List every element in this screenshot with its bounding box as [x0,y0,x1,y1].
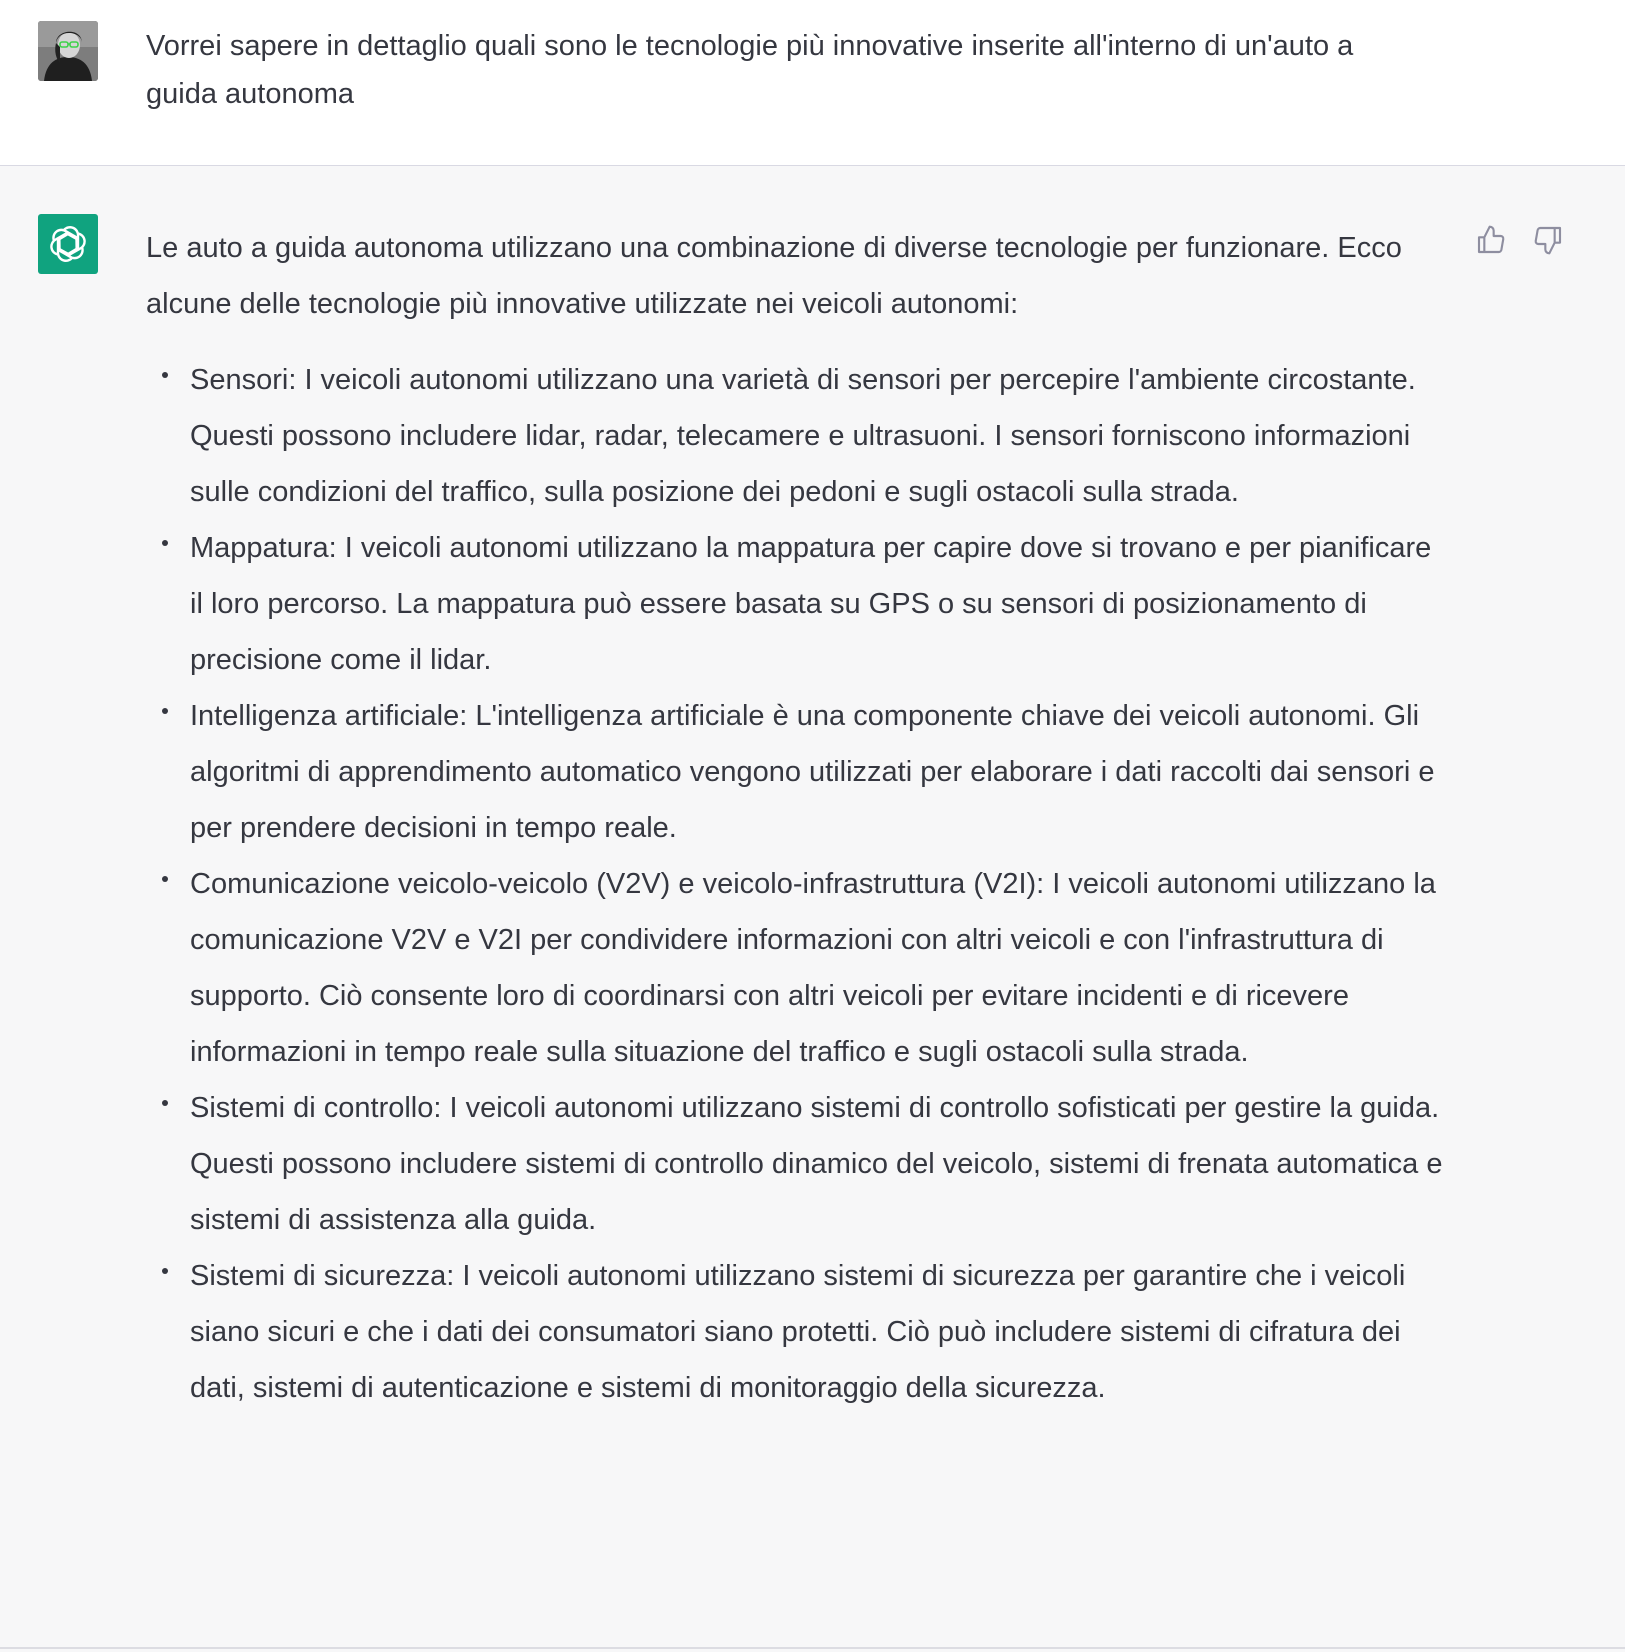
message-divider [0,1647,1625,1649]
list-item [146,1080,1446,1248]
user-avatar-photo-icon [38,21,98,81]
list-item [146,352,1446,520]
bullet-icon [162,1100,168,1106]
user-message-row [0,0,1625,166]
thumbs-up-button[interactable] [1471,220,1511,260]
user-message-text: Vorrei sapere in dettaglio quali sono le tecnologie più innovative inserite all'interno di un'auto a guida autonoma [146,30,1354,110]
assistant-message-row [0,166,1625,1652]
list-item [146,520,1446,688]
thumbs-up-icon [1475,224,1507,256]
list-item-text: Comunicazione veicolo-veicolo (V2V) e veicolo-infrastruttura (V2I): I veicoli autonomi utilizzano la comunicazione V2V e V2I per condividere informazioni con altri veicoli e con l'infrastruttura di supporto. Ciò consente loro di coordinarsi con altri veicoli per evitare incidenti e di ricevere informazioni in tempo reale sulla situazione del traffico e sugli ostacoli sulla strada. [190,868,1436,1068]
user-avatar [38,21,98,81]
bullet-icon [162,540,168,546]
list-item-text: Sensori: I veicoli autonomi utilizzano una varietà di sensori per percepire l'ambiente circostante. Questi possono includere lidar, radar, telecamere e ultrasuoni. I sensori forniscono informazioni sulle condizioni del traffico, sulla posizione dei pedoni e sugli ostacoli sulla strada. [190,364,1416,508]
bullet-icon [162,708,168,714]
assistant-avatar [38,214,98,274]
list-item-text: Mappatura: I veicoli autonomi utilizzano la mappatura per capire dove si trovano e per pianificare il loro percorso. La mappatura può essere basata su GPS o su sensori di posizionamento di precisione come il lidar. [190,532,1432,676]
list-item [146,1248,1446,1416]
bullet-icon [162,876,168,882]
bullet-icon [162,372,168,378]
assistant-intro: Le auto a guida autonoma utilizzano una combinazione di diverse tecnologie per funzionare. Ecco alcune delle tecnologie più innovative utilizzate nei veicoli autonomi: [146,232,1402,320]
list-item [146,856,1446,1080]
technology-list [146,352,1446,1416]
assistant-message-content [146,220,1446,1416]
list-item-text: Sistemi di sicurezza: I veicoli autonomi utilizzano sistemi di sicurezza per garantire che i veicoli siano sicuri e che i dati dei consumatori siano protetti. Ciò può includere sistemi di cifratura dei dati, sistemi di autenticazione e sistemi di monitoraggio della sicurezza. [190,1260,1406,1404]
thumbs-down-icon [1532,224,1564,256]
bullet-icon [162,1268,168,1274]
thumbs-down-button[interactable] [1528,220,1568,260]
openai-logo-icon [48,224,88,264]
list-item-text: Sistemi di controllo: I veicoli autonomi utilizzano sistemi di controllo sofisticati per gestire la guida. Questi possono includere sistemi di controllo dinamico del veicolo, sistemi di frenata automatica e sistemi di assistenza alla guida. [190,1092,1443,1236]
list-item-text: Intelligenza artificiale: L'intelligenza artificiale è una componente chiave dei veicoli autonomi. Gli algoritmi di apprendimento automatico vengono utilizzati per elaborare i dati raccolti dai sensori e per prendere decisioni in tempo reale. [190,700,1435,844]
list-item [146,688,1446,856]
